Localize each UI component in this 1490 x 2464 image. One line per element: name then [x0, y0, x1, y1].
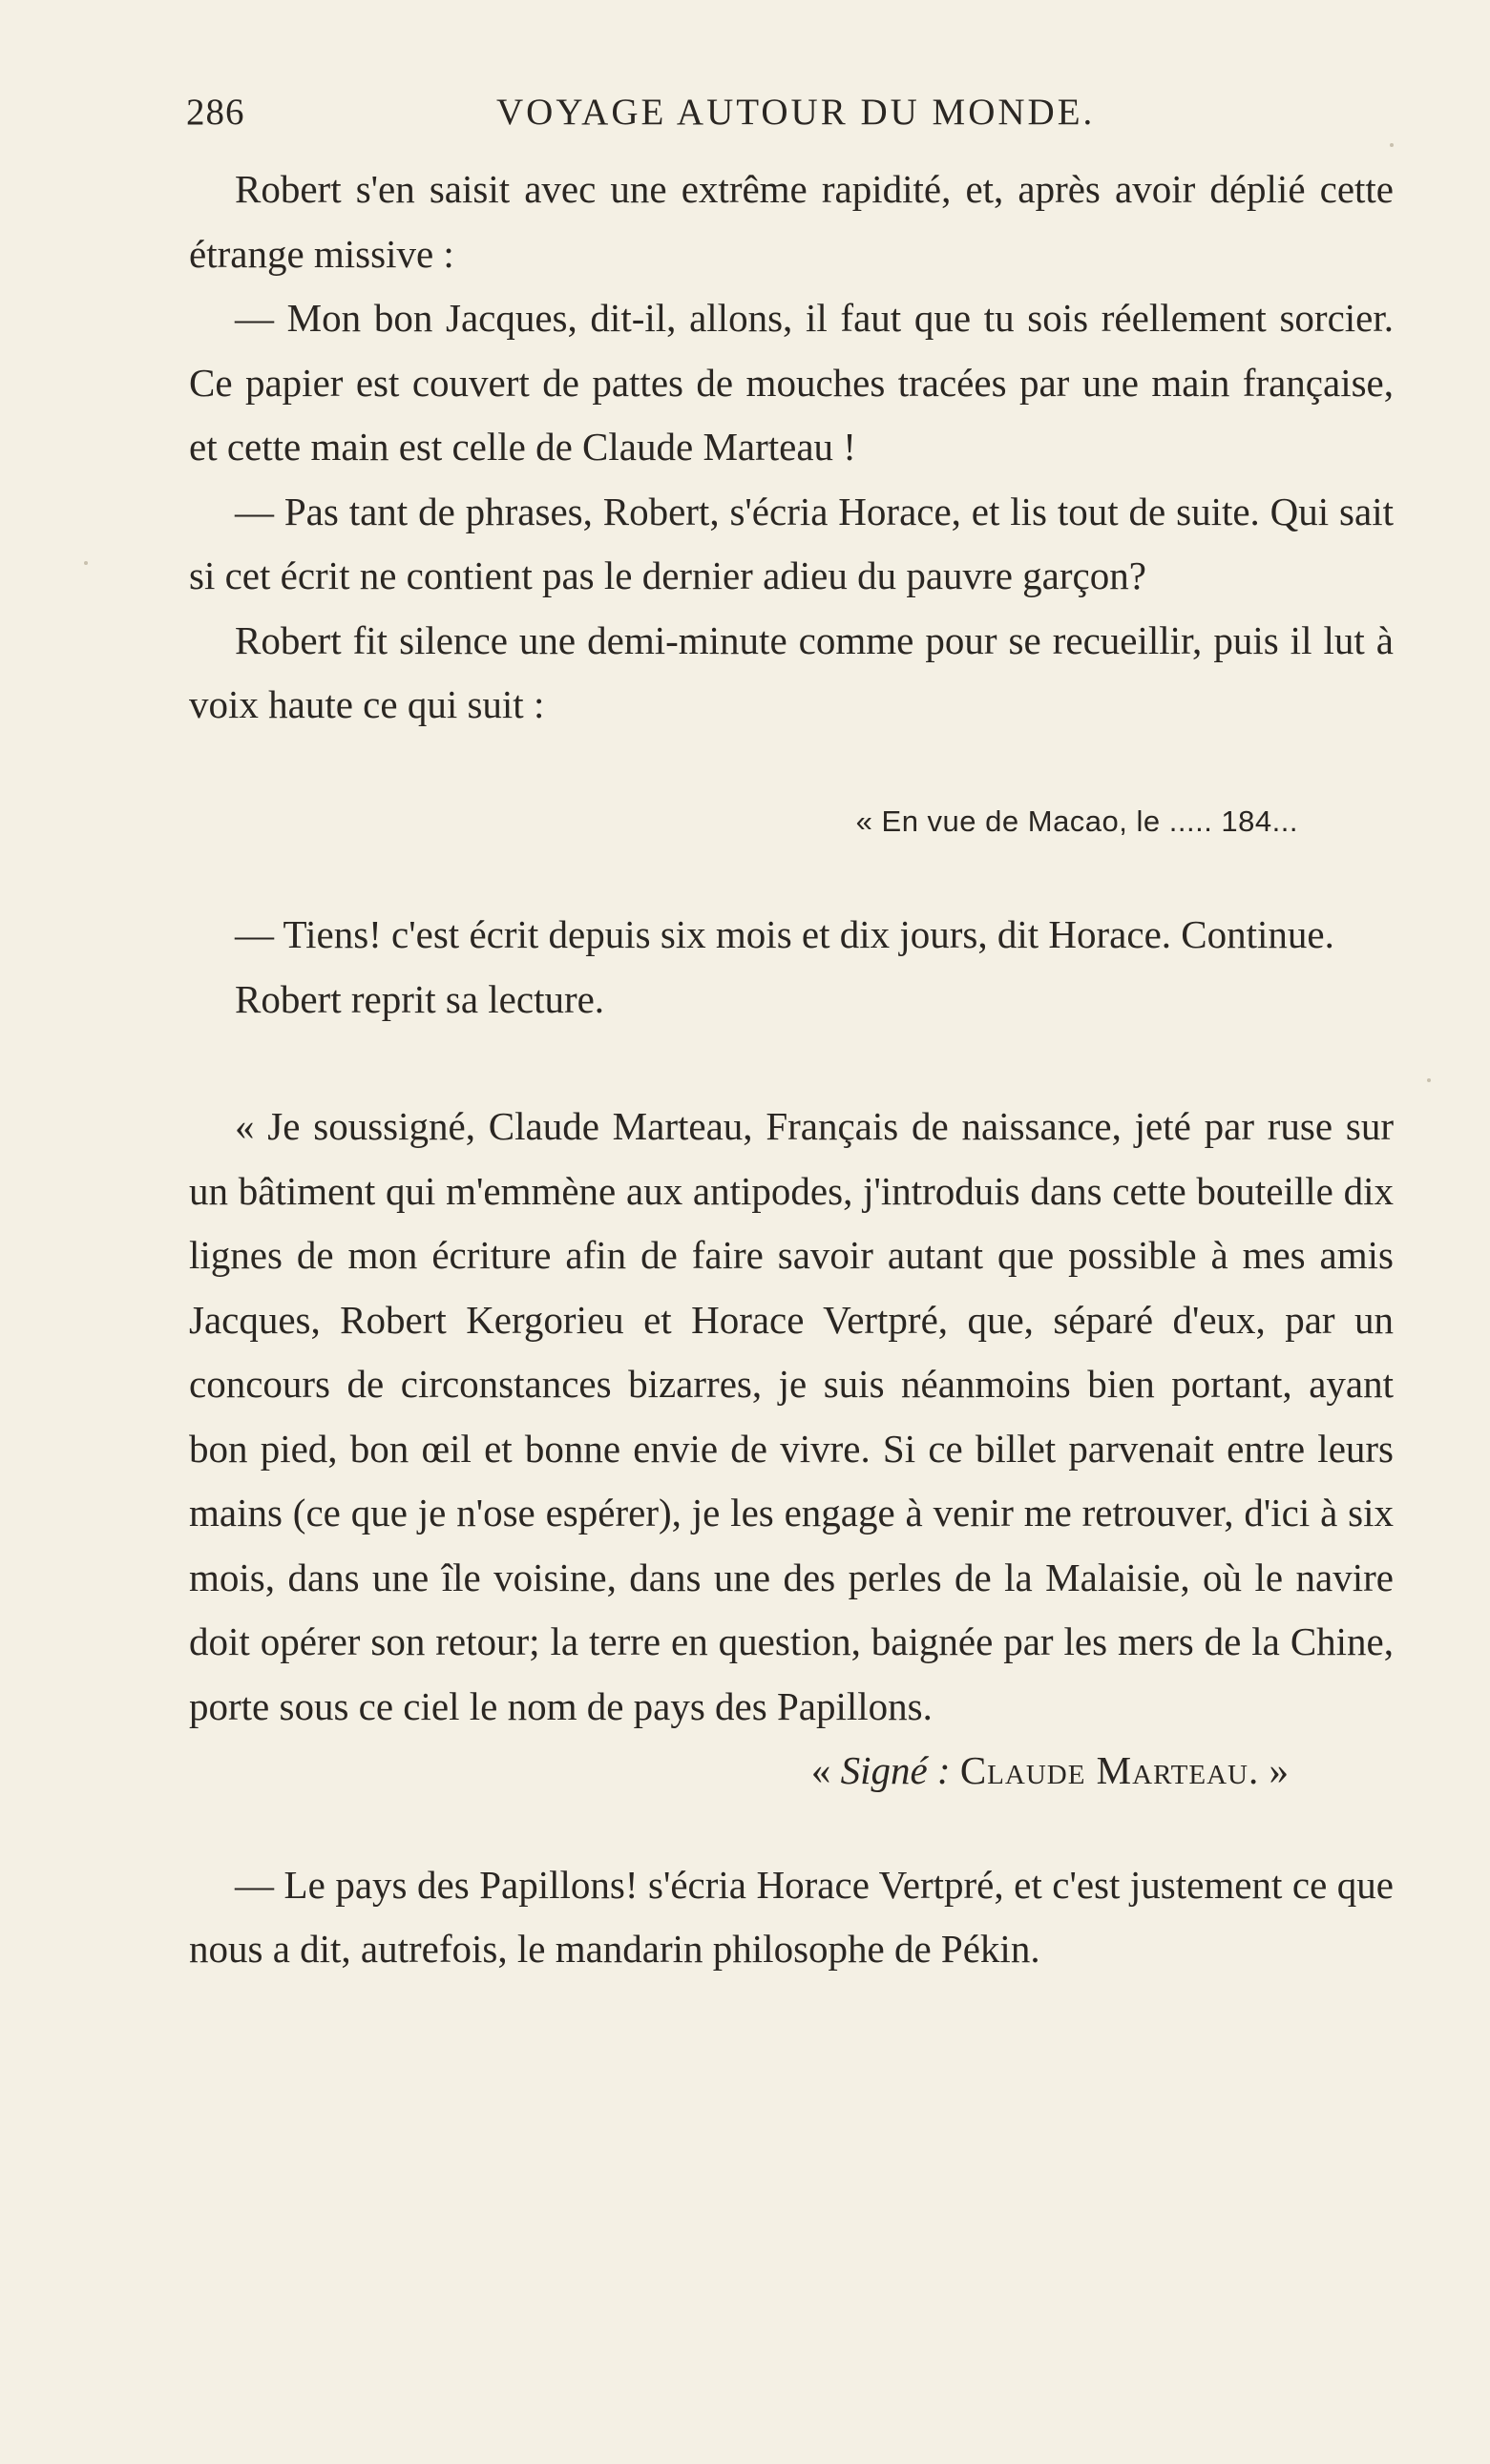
paragraph: — Pas tant de phrases, Robert, s'écria Horace, et lis tout de suite. Qui sait si cet écrit ne contient pas le dernier adieu du pauvre garçon? [189, 489, 1394, 597]
body-text [189, 157, 1394, 1982]
letter-dateline: « En vue de Macao, le ..... 184... [855, 804, 1298, 838]
paper-speck [84, 561, 88, 565]
paragraph: — Tiens! c'est écrit depuis six mois et dix jours, dit Horace. Continue. [235, 912, 1334, 956]
signature-label: Signé : [840, 1748, 951, 1792]
signature-open-quote: « [810, 1748, 831, 1792]
paragraph: Robert s'en saisit avec une extrême rapidité, et, après avoir déplié cette étrange missive : [189, 167, 1394, 276]
running-head [186, 91, 1394, 138]
page-number: 286 [186, 92, 245, 133]
signature-name: Claude Marteau. [959, 1748, 1260, 1792]
paper-speck [1390, 143, 1394, 147]
closing-paragraph: — Le pays des Papillons! s'écria Horace Vertpré, et c'est justement ce que nous a dit, autrefois, le mandarin philosophe de Pékin. [189, 1862, 1394, 1971]
paper-speck [1427, 1078, 1431, 1082]
running-title: VOYAGE AUTOUR DU MONDE. [496, 92, 1096, 133]
paragraph: Robert fit silence une demi-minute comme pour se recueillir, puis il lut à voix haute ce qui suit : [189, 617, 1394, 726]
letter-text: « Je soussigné, Claude Marteau, Français de naissance, jeté par ruse sur un bâtiment qui m'emmène aux antipodes, j'introduis dans cette bouteille dix lignes de mon écriture afin de faire savoir autant que possible à mes amis Jacques, Robert Kergorieu et Horace Vertpré, que, séparé d'eux, par un concours de circonstances bizarres, je suis néanmoins bien portant, ayant bon pied, bon œil et bonne envie de vivre. Si ce billet parvenait entre leurs mains (ce que je n'ose espérer), je les engage à venir me retrouver, d'ici à six mois, dans une île voisine, dans une des perles de la Malaisie, où le navire doit opérer son retour; la terre en question, baignée par les mers de la Chine, porte sous ce ciel le nom de pays des Papillons. [189, 1104, 1394, 1728]
paragraph: — Mon bon Jacques, dit-il, allons, il faut que tu sois réellement sorcier. Ce papier est couvert de pattes de mouches tracées par une main française, et cette main est celle de Claude Marteau ! [189, 296, 1394, 469]
paragraph: Robert reprit sa lecture. [235, 976, 605, 1021]
signature-close-quote: » [1269, 1748, 1289, 1792]
letter-signature [189, 1739, 1394, 1804]
